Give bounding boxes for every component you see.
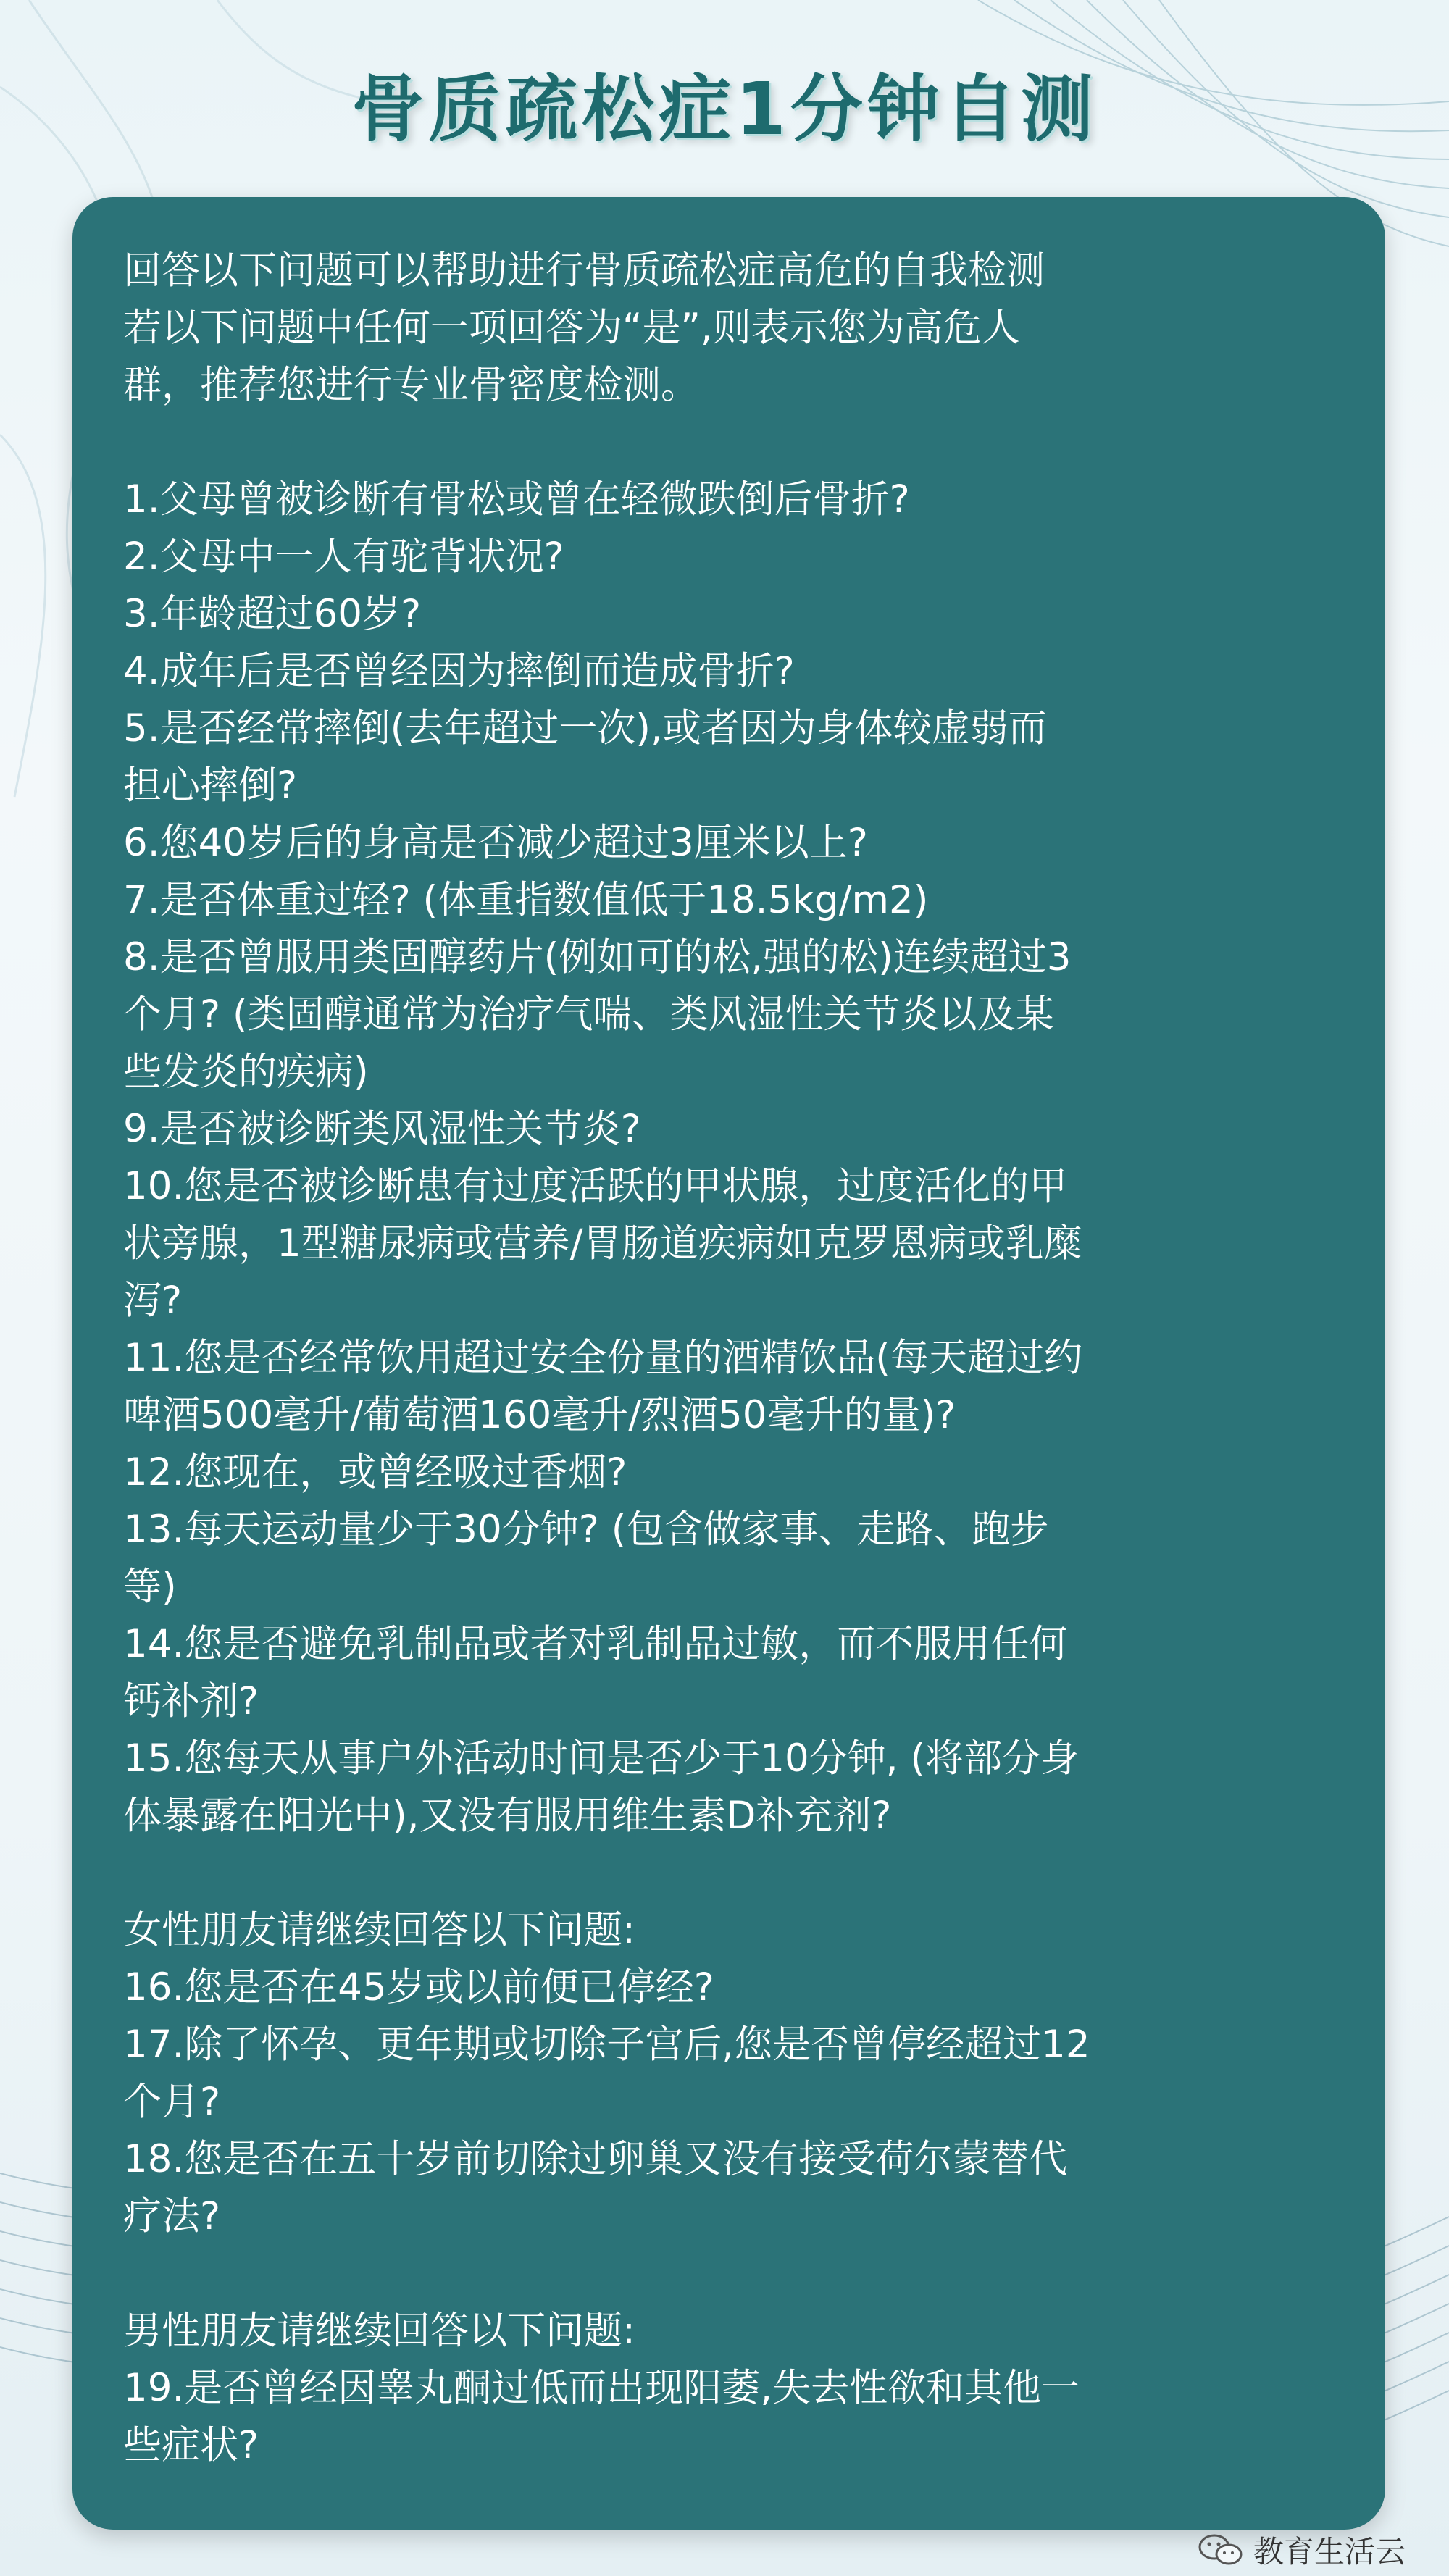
- spacer: [123, 2245, 1335, 2302]
- question-line: 9.是否被诊断类风湿性关节炎?: [123, 1107, 641, 1151]
- question-line: 11.您是否经常饮用超过安全份量的酒精饮品(每天超过约: [123, 1336, 1082, 1380]
- female-section-line: 个月?: [123, 2080, 221, 2124]
- question-line: 状旁腺，1型糖尿病或营养/胃肠道疾病如克罗恩病或乳糜: [123, 1221, 1082, 1266]
- female-section-line: 疗法?: [123, 2194, 221, 2238]
- female-section-line: 17.除了怀孕、更年期或切除子宫后,您是否曾停经超过12: [123, 2023, 1090, 2067]
- question-line: 14.您是否避免乳制品或者对乳制品过敏，而不服用任何: [123, 1622, 1068, 1666]
- male-section-line: 些症状?: [123, 2423, 259, 2467]
- question-line: 3.年龄超过60岁?: [123, 592, 422, 636]
- watermark: [1198, 2528, 1406, 2572]
- question-line: 体暴露在阳光中),又没有服用维生素D补充剂?: [123, 1794, 892, 1838]
- question-line: 些发炎的疾病): [123, 1050, 369, 1094]
- questionnaire-card: [72, 197, 1385, 2530]
- spacer: [123, 414, 1335, 471]
- question-line: 13.每天运动量少于30分钟? (包含做家事、走路、跑步: [123, 1507, 1049, 1552]
- spacer: [123, 1844, 1335, 1902]
- question-line: 8.是否曾服用类固醇药片(例如可的松,强的松)连续超过3: [123, 935, 1072, 979]
- male-section-line: 男性朋友请继续回答以下问题:: [123, 2309, 635, 2353]
- question-line: 泻?: [123, 1279, 183, 1323]
- question-line: 钙补剂?: [123, 1679, 259, 1723]
- question-line: 4.成年后是否曾经因为摔倒而造成骨折?: [123, 649, 795, 693]
- watermark-text: 教育生活云: [1253, 2534, 1406, 2569]
- question-line: 10.您是否被诊断患有过度活跃的甲状腺，过度活化的甲: [123, 1164, 1068, 1208]
- female-section-line: 18.您是否在五十岁前切除过卵巢又没有接受荷尔蒙替代: [123, 2137, 1068, 2181]
- intro-line: 群，推荐您进行专业骨密度检测。: [123, 363, 699, 407]
- male-section-line: 19.是否曾经因睾丸酮过低而出现阳萎,失去性欲和其他一: [123, 2366, 1080, 2410]
- question-line: 12.您现在，或曾经吸过香烟?: [123, 1450, 627, 1494]
- question-line: 1.父母曾被诊断有骨松或曾在轻微跌倒后骨折?: [123, 477, 910, 522]
- intro-line: 回答以下问题可以帮助进行骨质疏松症高危的自我检测: [123, 248, 1045, 293]
- wechat-icon: [1198, 2534, 1243, 2566]
- question-line: 2.父母中一人有驼背状况?: [123, 535, 564, 579]
- female-section-line: 女性朋友请继续回答以下问题:: [123, 1908, 635, 1952]
- female-section-line: 16.您是否在45岁或以前便已停经?: [123, 1965, 714, 2010]
- intro-line: 若以下问题中任何一项回答为“是”,则表示您为高危人: [123, 306, 1020, 350]
- page-title: 骨质疏松症1分钟自测: [351, 67, 1098, 151]
- question-line: 担心摔倒?: [123, 764, 298, 808]
- question-line: 6.您40岁后的身高是否减少超过3厘米以上?: [123, 821, 868, 865]
- question-line: 5.是否经常摔倒(去年超过一次),或者因为身体较虚弱而: [123, 706, 1047, 750]
- question-line: 15.您每天从事户外活动时间是否少于10分钟, (将部分身: [123, 1736, 1080, 1781]
- question-line: 等): [123, 1565, 177, 1609]
- question-line: 7.是否体重过轻? (体重指数值低于18.5kg/m2): [123, 878, 929, 922]
- question-line: 个月? (类固醇通常为治疗气喘、类风湿性关节炎以及某: [123, 992, 1054, 1037]
- question-line: 啤酒500毫升/葡萄酒160毫升/烈酒50毫升的量)?: [123, 1393, 956, 1437]
